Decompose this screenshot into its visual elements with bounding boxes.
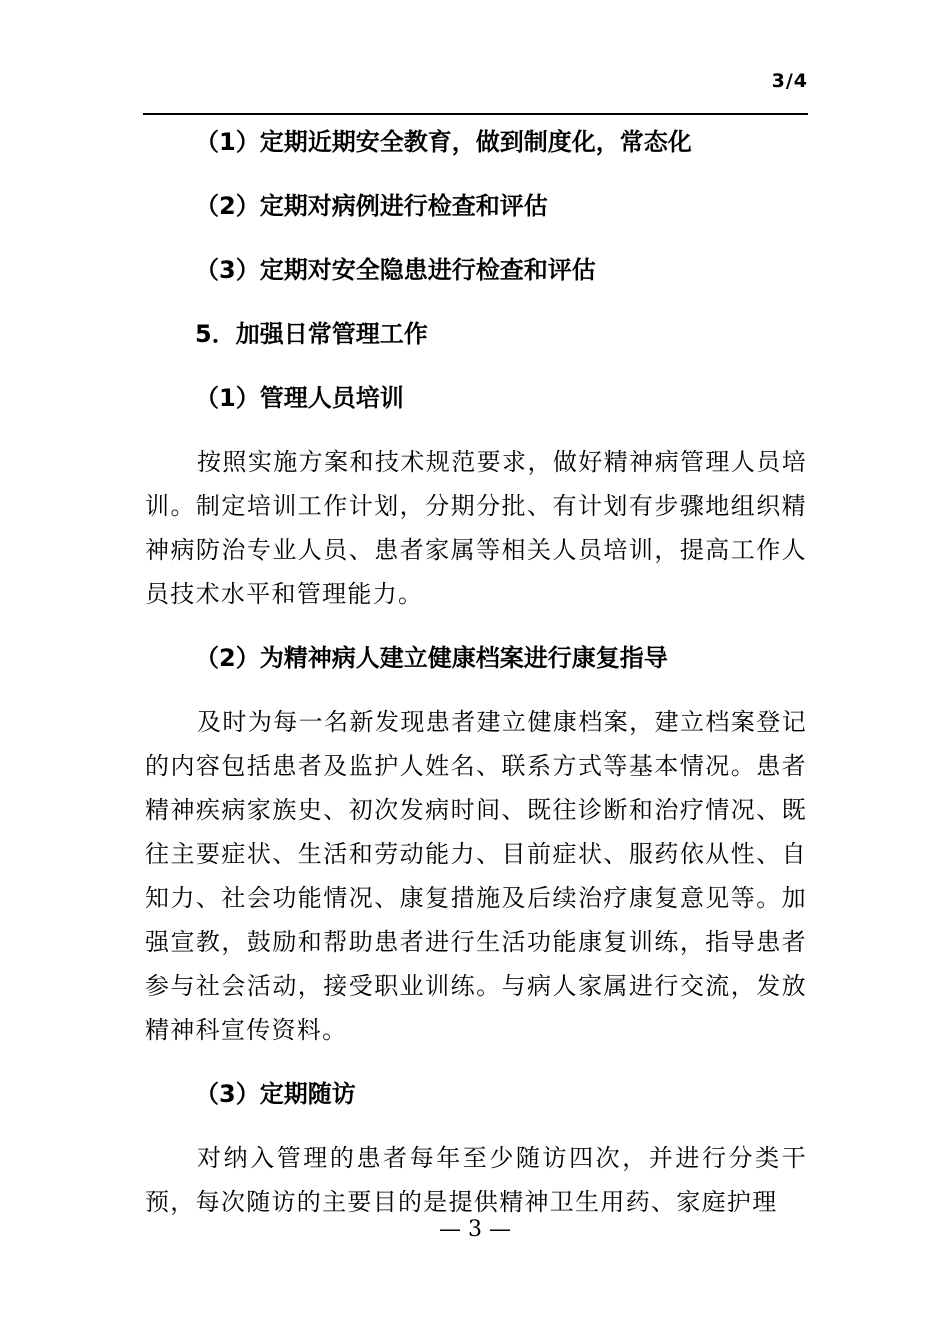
section-heading: （1）定期近期安全教育，做到制度化，常态化 xyxy=(195,128,692,156)
section-heading: 5．加强日常管理工作 xyxy=(195,320,428,348)
header-rule xyxy=(143,113,808,115)
body-paragraph: 按照实施方案和技术规范要求，做好精神病管理人员培训。制定培训工作计划，分期分批、有计划有步骤地组织精神病防治专业人员、患者家属等相关人员培训，提高工作人员技术水平和管理能力。 xyxy=(145,448,807,608)
section-heading: （2）定期对病例进行检查和评估 xyxy=(195,192,548,220)
document-body xyxy=(145,118,807,1224)
body-paragraph: 对纳入管理的患者每年至少随访四次，并进行分类干预，每次随访的主要目的是提供精神卫生用药、家庭护理 xyxy=(145,1144,807,1216)
section-heading: （3）定期对安全隐患进行检查和评估 xyxy=(195,256,596,284)
section-heading: （1）管理人员培训 xyxy=(195,384,404,412)
footer-page-number: — 3 — xyxy=(439,1217,511,1242)
section-heading: （3）定期随访 xyxy=(195,1080,356,1108)
page-counter: 3/4 xyxy=(771,70,808,92)
body-paragraph: 及时为每一名新发现患者建立健康档案，建立档案登记的内容包括患者及监护人姓名、联系方式等基本情况。患者精神疾病家族史、初次发病时间、既往诊断和治疗情况、既往主要症状、生活和劳动能力、目前症状、服药依从性、自知力、社会功能情况、康复措施及后续治疗康复意见等。加强宣教，鼓励和帮助患者进行生活功能康复训练，指导患者参与社会活动，接受职业训练。与病人家属进行交流，发放精神科宣传资料。 xyxy=(145,708,807,1044)
section-heading: （2）为精神病人建立健康档案进行康复指导 xyxy=(195,644,668,672)
